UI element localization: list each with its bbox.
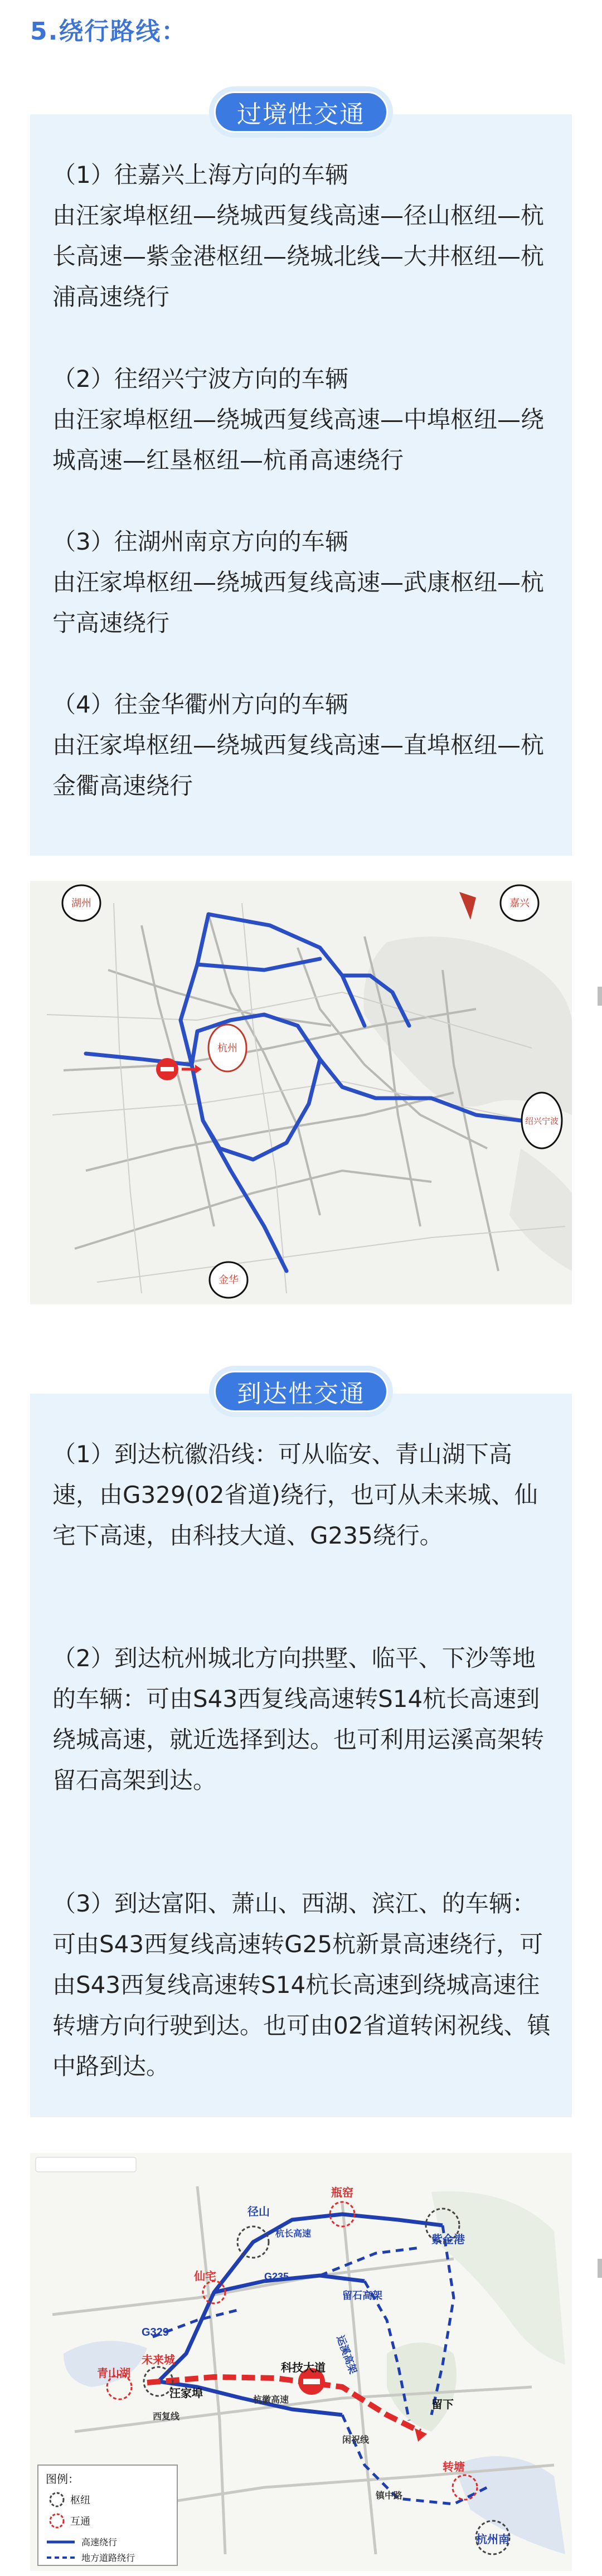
qingshanhu-label: 青山湖 [97, 2368, 130, 2380]
transit-item-head: （3）往湖州南京方向的车辆 [52, 528, 348, 555]
legend-title: 图例： [46, 2473, 79, 2486]
zhuantang-label: 转塘 [443, 2461, 465, 2473]
xianzhu-label: 闲祝线 [342, 2436, 370, 2445]
transit-pill [209, 86, 393, 138]
shaoxing-label: 绍兴宁波 [525, 1117, 559, 1126]
arrival-pill [209, 1366, 393, 1417]
liushi-label: 留石高架 [342, 2290, 382, 2301]
liuxia-label: 留下 [431, 2399, 454, 2411]
g329-label: G329 [142, 2326, 169, 2339]
kejidadao-label: 科技大道 [281, 2362, 326, 2374]
jinhua-label: 金华 [219, 1274, 239, 1285]
transit-route-map [30, 881, 572, 1304]
legend-highway: 高速绕行 [81, 2538, 118, 2548]
hangzhounan-label: 杭州南 [476, 2534, 509, 2546]
huzhou-label: 湖州 [71, 898, 91, 909]
scroll-indicator [598, 2259, 602, 2278]
section-title: 5.绕行路线： [30, 17, 187, 46]
arrival-route-map [30, 2153, 572, 2571]
transit-item-3 [52, 521, 554, 643]
hangzhou-label: 杭州 [217, 1042, 237, 1054]
scroll-indicator [598, 987, 602, 1006]
arrival-pill-label: 到达性交通 [214, 1371, 388, 1412]
transit-item-2 [52, 358, 554, 481]
transit-item-head: （1）往嘉兴上海方向的车辆 [52, 161, 348, 188]
arrival-item-3: （3）到达富阳、萧山、西湖、滨江、的车辆：可由S43西复线高速转G25杭新景高速绕行，可由S43西复线高速转S14杭长高速到绕城高速往转塘方向行驶到达。也可由02省道转闲祝线、镇中路到达。 [52, 1890, 551, 2080]
zhenzhong-label: 镇中路 [376, 2491, 403, 2501]
transit-item-head: （4）往金华衢州方向的车辆 [52, 691, 348, 718]
map-legend [38, 2465, 177, 2565]
arrival-panel [30, 1380, 572, 2117]
hangchang-label: 杭长高速 [275, 2229, 312, 2239]
xihu-label: 西复线 [153, 2412, 180, 2422]
jingshan-label: 径山 [247, 2206, 270, 2218]
transit-pill-label: 过境性交通 [214, 91, 388, 133]
transit-item-body: 由汪家埠枢纽—绕城西复线高速—武康枢纽—杭宁高速绕行 [52, 569, 545, 637]
legend-hub: 枢纽 [70, 2495, 90, 2506]
transit-item-body: 由汪家埠枢纽—绕城西复线高速—径山枢纽—杭长高速—紫金港枢纽—绕城北线—大井枢纽—杭浦高速绕行 [52, 202, 545, 311]
transit-panel [30, 100, 572, 856]
transit-item-body: 由汪家埠枢纽—绕城西复线高速—中埠枢纽—绕城高速—红垦枢纽—杭甬高速绕行 [52, 406, 545, 474]
arrival-item-1: （1）到达杭徽沿线：可从临安、青山湖下高速，由G329(02省道)绕行，也可从未来城、仙宅下高速，由科技大道、G235绕行。 [52, 1440, 538, 1549]
weilaicheng-label: 未来城 [142, 2354, 175, 2366]
wangjiabu-label: 汪家埠 [169, 2388, 203, 2400]
transit-item-head: （2）往绍兴宁波方向的车辆 [52, 365, 348, 392]
hangjie-label: 杭徽高速 [253, 2395, 289, 2405]
zijingang-label: 紫金港 [431, 2234, 465, 2246]
pingyao-label: 瓶窑 [331, 2187, 353, 2199]
xianzhai-label: 仙宅 [194, 2271, 216, 2283]
legend-local: 地方道路绕行 [81, 2554, 135, 2563]
jiaxing-label: 嘉兴 [509, 898, 530, 909]
yunxi-label: 运溪高架 [334, 2334, 359, 2376]
arrival-item-2: （2）到达杭州城北方向拱墅、临平、下沙等地的车辆：可由S43西复线高速转S14杭长高速到绕城高速，就近选择到达。也可利用运溪高架转留石高架到达。 [52, 1644, 545, 1794]
g235-label: G235 [264, 2271, 289, 2282]
transit-item-4 [52, 684, 554, 806]
transit-item-1 [52, 154, 554, 317]
transit-item-body: 由汪家埠枢纽—绕城西复线高速—直埠枢纽—杭金衢高速绕行 [52, 731, 545, 799]
legend-interchange: 互通 [70, 2516, 90, 2527]
